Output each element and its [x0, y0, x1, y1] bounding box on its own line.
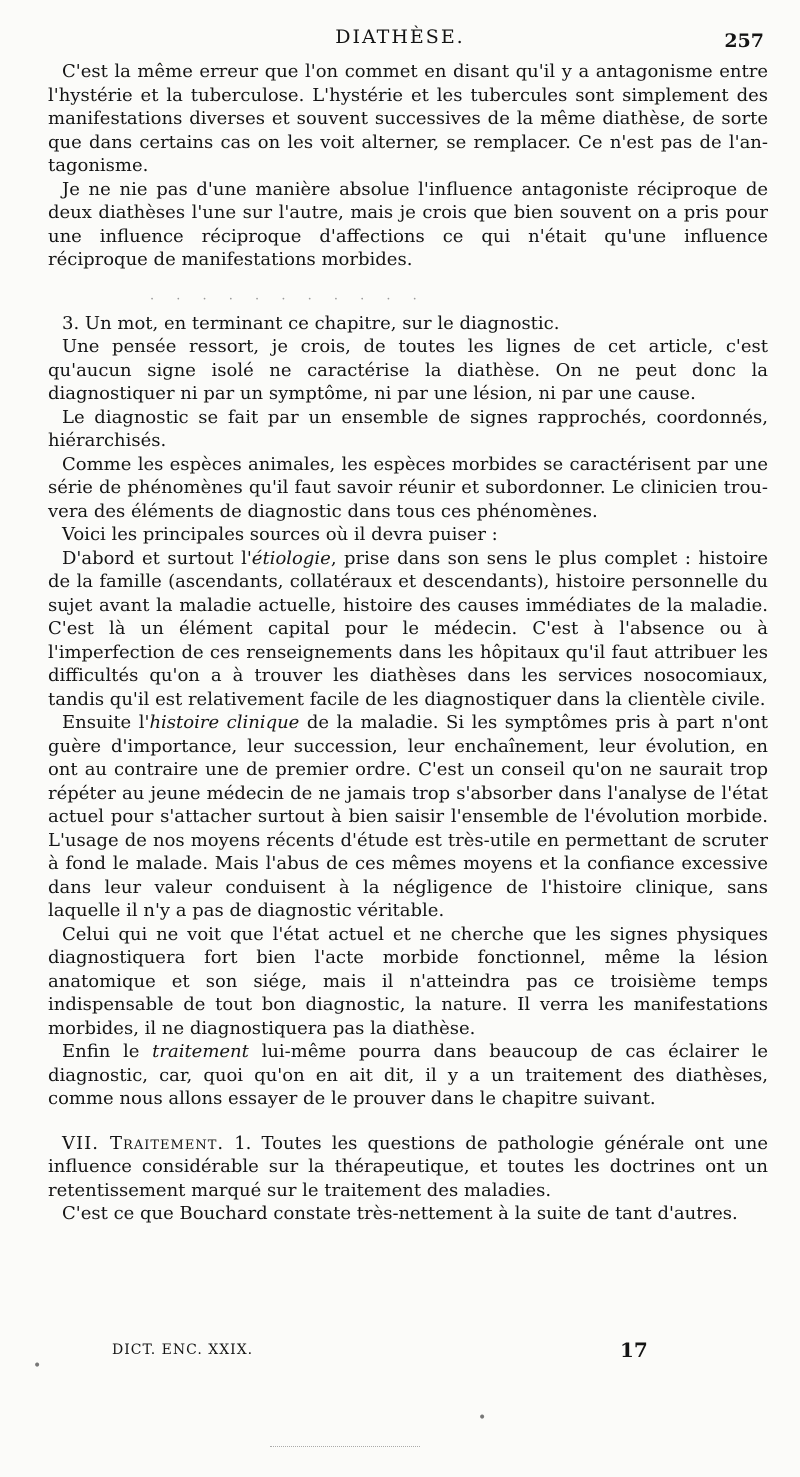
- running-head: [0, 26, 800, 56]
- paragraph: Une pensée ressort, je crois, de toutes les lignes de cet article, c'est qu'aucun signe isolé ne caractérise la diathèse. On ne peut donc la diagnostiquer ni par un symptôme, ni par une lésion, ni par une cause.: [48, 336, 768, 404]
- paragraph: [48, 711, 768, 923]
- section-heading-traitement: [48, 1132, 768, 1203]
- paragraph: Comme les espèces animales, les espèces morbides se caractérisent par une série de phénomènes qu'il faut savoir réunir et subordonner. Le clinicien trouvera des éléments de diagnostic dans tous ces phénomènes.: [48, 453, 768, 522]
- scan-speck: •: [33, 1358, 42, 1374]
- page-footer: [0, 1338, 800, 1368]
- scan-speck: •: [478, 1410, 487, 1426]
- paragraph: C'est ce que Bouchard constate très-nettement à la suite de tant d'autres.: [62, 1203, 738, 1224]
- paragraph: [48, 547, 768, 712]
- emphasis: histoire clinique: [149, 712, 300, 733]
- emphasis: traitement: [152, 1041, 249, 1062]
- text-run: Ensuite l': [62, 712, 150, 733]
- paragraph: [48, 1040, 768, 1111]
- paragraph: C'est la même erreur que l'on commet en disant qu'il y a antagonisme entre l'hystérie et la tuberculose. L'hystérie et les tubercules sont simplement des manifestations diverses et souvent successives de la même diathèse, de sorte que dans certains cas on les voit alterner, se remplacer. Ce n'est pas de l'antagonisme.: [48, 61, 768, 176]
- text-run: lui-même pourra dans beaucoup de cas éclairer le diagnostic, car, quoi qu'on en ait dit, il y a un traitement des diathèses, comme nous allons essayer de le prouver dans le chapitre suivant.: [48, 1041, 769, 1109]
- text-run: D'abord et surtout l': [62, 547, 252, 569]
- paragraph: Celui qui ne voit que l'état actuel et ne cherche que les signes physiques diagnostiquera fort bien l'acte morbide fonctionnel, même la lésion anatomique et son siége, mais il n'atteindra pas ce troisième temps indispensable de tout bon diagnostic, la nature. Il verra les manifestations morbides, il ne diagnostiquera pas la diathèse.: [48, 923, 768, 1039]
- paragraph: Le diagnostic se fait par un ensemble de signes rapprochés, coordonnés, hiérarchisés.: [48, 406, 768, 451]
- paragraph: Voici les principales sources où il devra puiser :: [62, 524, 498, 545]
- section-heading-diagnostic: 3. Un mot, en terminant ce chapitre, sur le diagnostic.: [62, 312, 560, 334]
- text-run: 1. Toutes les questions de pathologie générale ont une influence considérable sur la thérapeutique, et toutes les doctrines ont un retentissement marqué sur le traitement des maladies.: [48, 1132, 769, 1201]
- page-number: 257: [724, 30, 764, 52]
- sheet-number: 17: [620, 1338, 648, 1362]
- emphasis: étiologie: [251, 547, 331, 569]
- section-title: VII. Traitement.: [62, 1132, 225, 1154]
- text-run: de la maladie. Si les symptômes pris à part n'ont guère d'importance, leur succession, leur enchaînement, leur évolution, en ont au contraire une de premier ordre. C'est un conseil qu'on ne saurait trop répéter au jeune médecin de ne jamais trop s'absorber dans l'analyse de l'état actuel pour s'attacher surtout à bien saisir l'ensemble de l'évolution morbide. L'usage de nos moyens récents d'étude est très-utile en permettant de scruter à fond le malade. Mais l'abus de ces mêmes moyens et la confiance excessive dans leur valeur conduisent à la négligence de l'histoire clinique, sans laquelle il n'y a pas de diagnostic véritable.: [48, 712, 769, 921]
- paragraph: Je ne nie pas d'une manière absolue l'influence antagoniste réciproque de deux diathèses l'une sur l'autre, mais je crois que bien souvent on a pris pour une influence réciproque d'affections ce qui n'était qu'une influence réciproque de manifestations morbides.: [48, 178, 768, 270]
- signature-mark: DICT. ENC. XXIX.: [112, 1342, 254, 1358]
- text-run: Enfin le: [62, 1041, 153, 1062]
- scan-specks: · · · · · · · · · · ·: [150, 292, 426, 307]
- running-title: DIATHÈSE.: [335, 26, 465, 48]
- body-text: [48, 60, 768, 1226]
- text-run: , prise dans son sens le plus complet : histoire de la famille (ascendants, collatéraux et descendants), histoire personnelle du sujet avant la maladie actuelle, histoire des causes immédiates de la maladie. C'est là un élément capital pour le médecin. C'est à l'absence ou à l'imperfection de ces renseignements dans les hôpitaux qu'il faut attribuer les difficultés qu'on a à trouver les diathèses dans les services nosocomiaux, tandis qu'il est relativement facile de les diagnostiquer dans la clientèle civile.: [48, 547, 768, 710]
- scan-rule: [270, 1446, 420, 1447]
